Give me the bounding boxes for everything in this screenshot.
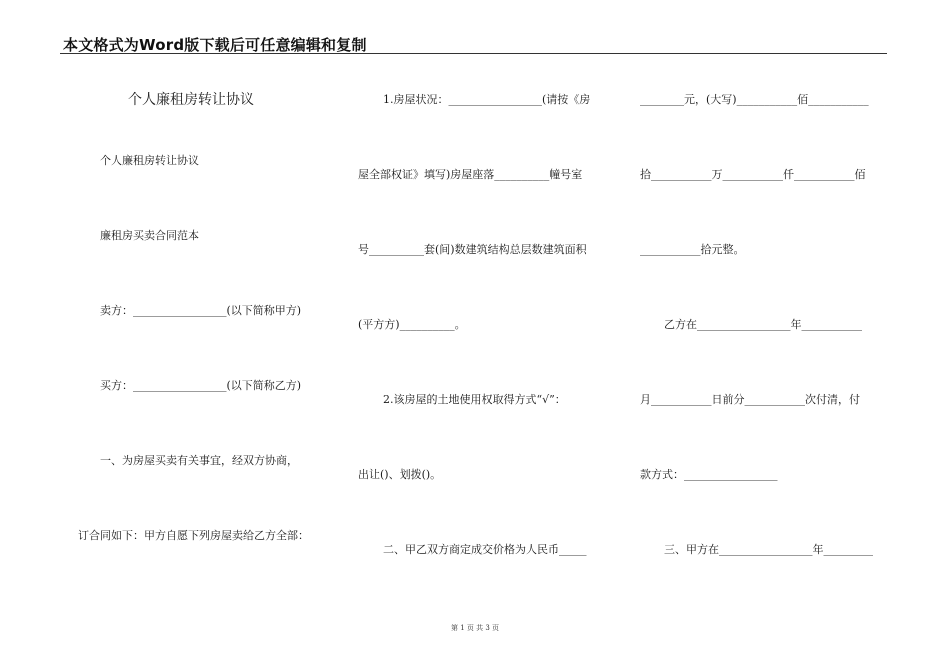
col1-paragraph-1: 个人廉租房转让协议 <box>100 154 199 167</box>
col1-buyer-line: 买方：_________________(以下简称乙方) <box>100 379 302 392</box>
col2-paragraph-5: 2.该房屋的土地使用权取得方式“√”： <box>383 393 566 406</box>
col3-paragraph-6: 款方式：_________________ <box>640 468 778 481</box>
col3-paragraph-2: 拾___________万___________仟___________佰 <box>640 168 866 181</box>
col2-paragraph-4: (平方方)__________。 <box>358 318 466 331</box>
col3-paragraph-5: 月___________日前分___________次付清，付 <box>640 393 860 406</box>
col3-paragraph-1: ________元，(大写)___________佰___________ <box>640 93 869 106</box>
document-header-title: 本文格式为Word版下载后可任意编辑和复制 <box>63 36 367 54</box>
col2-paragraph-6: 出让()、划拨()。 <box>358 468 442 481</box>
col2-paragraph-1: 1.房屋状况：_________________(请按《房 <box>383 93 591 106</box>
col1-paragraph-2: 廉租房买卖合同范本 <box>100 229 199 242</box>
col1-paragraph-6: 订合同如下：甲方自愿下列房屋卖给乙方全部： <box>78 529 309 542</box>
col2-paragraph-7: 二、甲乙双方商定成交价格为人民币_____ <box>383 543 587 556</box>
col3-paragraph-4: 乙方在_________________年___________ <box>664 318 862 331</box>
col1-paragraph-5: 一、为房屋买卖有关事宜，经双方协商， <box>100 454 298 467</box>
col1-seller-line: 卖方：_________________(以下简称甲方) <box>100 304 302 317</box>
col3-paragraph-3: ___________拾元整。 <box>640 243 745 256</box>
col2-paragraph-2: 屋全部权证》填写)房屋座落__________幢号室 <box>358 168 583 181</box>
col3-paragraph-7: 三、甲方在_________________年_________ <box>664 543 873 556</box>
col2-paragraph-3: 号__________套(间)数建筑结构总层数建筑面积 <box>358 243 587 256</box>
doc-title: 个人廉租房转让协议 <box>128 92 254 108</box>
header-divider <box>60 53 887 54</box>
page-number: 第 1 页 共 3 页 <box>450 624 500 632</box>
